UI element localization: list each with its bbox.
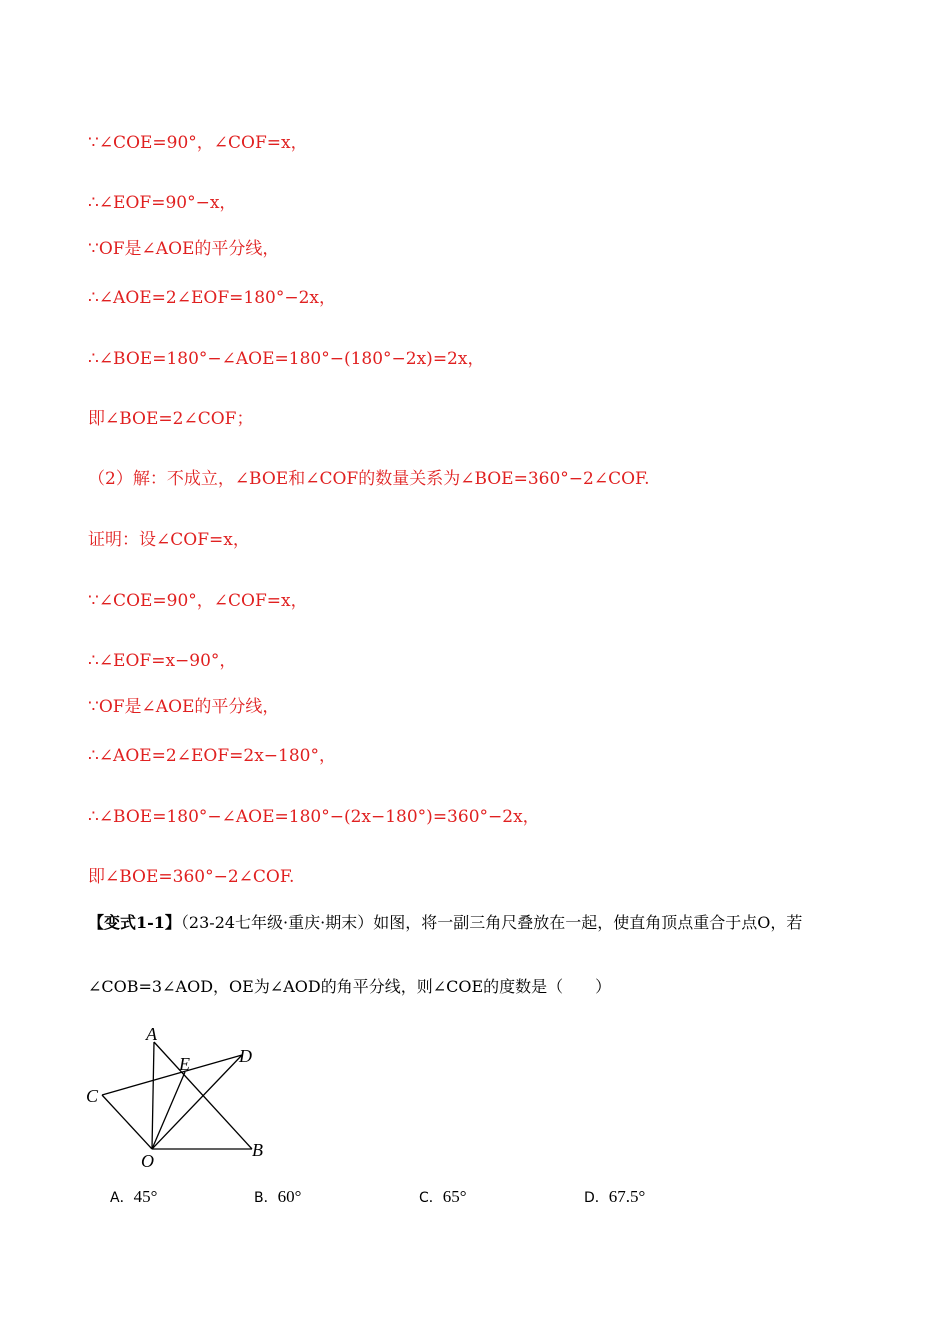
question-tag: 【变式1-1】 bbox=[88, 913, 181, 932]
segment-OC bbox=[102, 1095, 152, 1149]
option-c[interactable] bbox=[419, 1185, 467, 1210]
solution-line-4: ∴∠AOE=2∠EOF=180°−2x， bbox=[88, 288, 336, 308]
solution-line-5: ∴∠BOE=180°−∠AOE=180°−(180°−2x)=2x， bbox=[88, 349, 485, 369]
option-d-label: D． bbox=[584, 1190, 609, 1206]
label-D: D bbox=[239, 1046, 252, 1066]
question-line-1 bbox=[88, 911, 802, 935]
option-d-value: 67.5° bbox=[608, 1187, 646, 1206]
solution-line-13: ∴∠BOE=180°−∠AOE=180°−(2x−180°)=360°−2x， bbox=[88, 807, 540, 827]
solution-line-2: ∴∠EOF=90°−x， bbox=[88, 193, 237, 213]
question-line-2: ∠COB=3∠AOD，OE为∠AOD的角平分线，则∠COE的度数是（ ） bbox=[88, 977, 612, 996]
option-a-value: 45° bbox=[133, 1187, 158, 1206]
label-A: A bbox=[146, 1024, 157, 1044]
option-d[interactable] bbox=[584, 1185, 645, 1210]
solution-line-9: ∵∠COE=90°，∠COF=x， bbox=[88, 591, 308, 611]
solution-line-10: ∴∠EOF=x−90°， bbox=[88, 651, 237, 671]
solution-line-8: 证明：设∠COF=x， bbox=[88, 530, 250, 550]
label-C: C bbox=[86, 1086, 99, 1106]
label-O: O bbox=[141, 1151, 154, 1171]
option-c-label: C． bbox=[419, 1190, 443, 1206]
solution-line-11: ∵OF是∠AOE的平分线， bbox=[88, 697, 280, 717]
solution-line-12: ∴∠AOE=2∠EOF=2x−180°， bbox=[88, 746, 336, 766]
label-E: E bbox=[179, 1054, 190, 1074]
question-source: （23-24七年级·重庆·期末） bbox=[180, 913, 374, 932]
option-b-label: B． bbox=[254, 1190, 278, 1206]
segment-OD bbox=[152, 1055, 242, 1149]
solution-line-7: （2）解：不成立，∠BOE和∠COF的数量关系为∠BOE=360°−2∠COF. bbox=[88, 469, 650, 489]
label-B: B bbox=[252, 1140, 263, 1160]
solution-line-3: ∵OF是∠AOE的平分线， bbox=[88, 239, 280, 259]
geometry-figure bbox=[82, 1022, 282, 1172]
solution-line-1: ∵∠COE=90°，∠COF=x， bbox=[88, 133, 308, 153]
option-a[interactable] bbox=[110, 1185, 157, 1210]
option-b-value: 60° bbox=[277, 1187, 302, 1206]
option-a-label: A． bbox=[110, 1190, 134, 1206]
solution-line-14: 即∠BOE=360°−2∠COF. bbox=[88, 867, 295, 887]
solution-line-6: 即∠BOE=2∠COF； bbox=[88, 409, 254, 429]
segment-OA bbox=[152, 1042, 154, 1149]
question-text-1: 如图，将一副三角尺叠放在一起，使直角顶点重合于点O，若 bbox=[373, 913, 803, 932]
option-c-value: 65° bbox=[442, 1187, 467, 1206]
segment-OE bbox=[152, 1072, 185, 1149]
option-b[interactable] bbox=[254, 1185, 301, 1210]
